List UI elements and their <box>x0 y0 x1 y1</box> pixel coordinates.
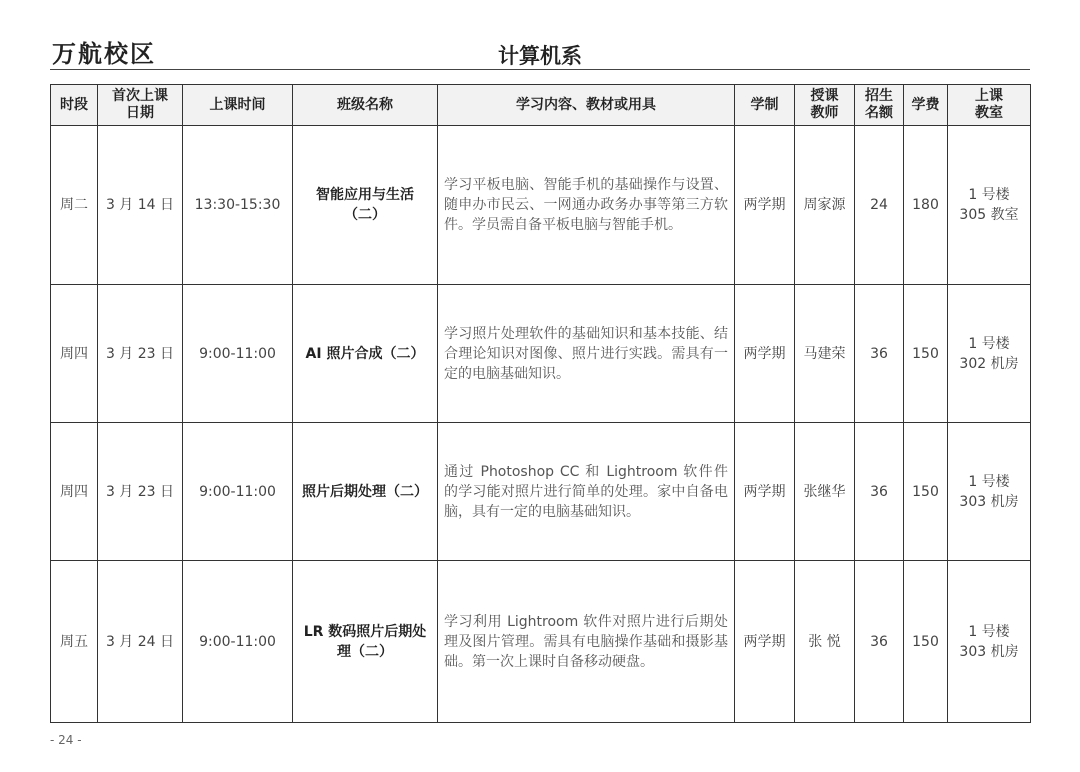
cell-time: 9:00-11:00 <box>183 561 293 723</box>
cell-duration: 两学期 <box>735 285 795 423</box>
cell-fee: 150 <box>904 561 948 723</box>
cell-content: 通过 Photoshop CC 和 Lightroom 软件件的学习能对照片进行简单的处理。家中自备电脑，具有一定的电脑基础知识。 <box>438 423 735 561</box>
cell-content: 学习利用 Lightroom 软件对照片进行后期处理及图片管理。需具有电脑操作基础和摄影基础。第一次上课时自备移动硬盘。 <box>438 561 735 723</box>
room-building: 1 号楼 <box>968 623 1010 640</box>
table-row <box>51 423 1031 561</box>
header-first-date-line1: 首次上课 <box>112 88 168 104</box>
header-period: 时段 <box>51 85 98 126</box>
table-header-row <box>51 85 1031 126</box>
department-title: 计算机系 <box>498 44 582 68</box>
cell-room <box>948 423 1031 561</box>
room-number: 305 教室 <box>959 207 1019 223</box>
cell-first-date: 3 月 24 日 <box>98 561 183 723</box>
room-building: 1 号楼 <box>968 473 1010 490</box>
header-quota <box>855 85 904 126</box>
header-first-date-line2: 日期 <box>126 105 154 121</box>
cell-class-name <box>293 561 438 723</box>
header-class-name: 班级名称 <box>293 85 438 126</box>
page-number: - 24 - <box>50 733 82 747</box>
cell-time: 13:30-15:30 <box>183 126 293 285</box>
class-name-line1: 智能应用与生活 <box>316 187 414 203</box>
cell-content: 学习平板电脑、智能手机的基础操作与设置、随申办市民云、一网通办政务办事等第三方软件。学员需自备平板电脑与智能手机。 <box>438 126 735 285</box>
cell-first-date: 3 月 23 日 <box>98 423 183 561</box>
cell-first-date: 3 月 23 日 <box>98 285 183 423</box>
cell-period: 周四 <box>51 423 98 561</box>
cell-content: 学习照片处理软件的基础知识和基本技能、结合理论知识对图像、照片进行实践。需具有一定的电脑基础知识。 <box>438 285 735 423</box>
cell-time: 9:00-11:00 <box>183 285 293 423</box>
course-table <box>50 84 1031 723</box>
cell-period: 周四 <box>51 285 98 423</box>
header-room-line2: 教室 <box>975 105 1003 121</box>
header-duration: 学制 <box>735 85 795 126</box>
cell-duration: 两学期 <box>735 126 795 285</box>
header-content: 学习内容、教材或用具 <box>438 85 735 126</box>
cell-room <box>948 561 1031 723</box>
header-quota-line2: 名额 <box>865 105 893 121</box>
cell-teacher: 马建荣 <box>795 285 855 423</box>
cell-teacher: 张继华 <box>795 423 855 561</box>
table-row <box>51 285 1031 423</box>
cell-quota: 24 <box>855 126 904 285</box>
table-row <box>51 126 1031 285</box>
cell-time: 9:00-11:00 <box>183 423 293 561</box>
class-name-line1: AI 照片合成（二） <box>305 345 425 362</box>
room-number: 303 机房 <box>959 643 1019 660</box>
class-name-line1: LR 数码照片后期处 <box>303 623 427 640</box>
room-number: 302 机房 <box>959 355 1019 372</box>
cell-class-name <box>293 285 438 423</box>
header-divider <box>50 69 1030 70</box>
cell-period: 周二 <box>51 126 98 285</box>
header-teacher-line1: 授课 <box>810 88 839 104</box>
cell-quota: 36 <box>855 423 904 561</box>
cell-fee: 150 <box>904 285 948 423</box>
cell-room <box>948 126 1031 285</box>
cell-quota: 36 <box>855 285 904 423</box>
cell-class-name <box>293 423 438 561</box>
header-time: 上课时间 <box>183 85 293 126</box>
room-number: 303 机房 <box>959 493 1019 510</box>
table-row <box>51 561 1031 723</box>
header-teacher <box>795 85 855 126</box>
room-building: 1 号楼 <box>968 187 1010 203</box>
cell-class-name <box>293 126 438 285</box>
cell-quota: 36 <box>855 561 904 723</box>
header-quota-line1: 招生 <box>865 88 893 104</box>
class-name-line1: 照片后期处理（二） <box>302 483 428 500</box>
cell-room <box>948 285 1031 423</box>
cell-teacher: 张 悦 <box>795 561 855 723</box>
header-first-date <box>98 85 183 126</box>
class-name-line2: （二） <box>344 207 386 223</box>
cell-first-date: 3 月 14 日 <box>98 126 183 285</box>
header-room-line1: 上课 <box>975 88 1003 104</box>
header-fee: 学费 <box>904 85 948 126</box>
header-teacher-line2: 教师 <box>810 105 839 121</box>
room-building: 1 号楼 <box>968 335 1010 352</box>
cell-duration: 两学期 <box>735 423 795 561</box>
campus-name: 万航校区 <box>52 39 156 68</box>
cell-teacher: 周家源 <box>795 126 855 285</box>
class-name-line2: 理（二） <box>337 643 393 660</box>
cell-duration: 两学期 <box>735 561 795 723</box>
cell-period: 周五 <box>51 561 98 723</box>
cell-fee: 180 <box>904 126 948 285</box>
header-room <box>948 85 1031 126</box>
cell-fee: 150 <box>904 423 948 561</box>
